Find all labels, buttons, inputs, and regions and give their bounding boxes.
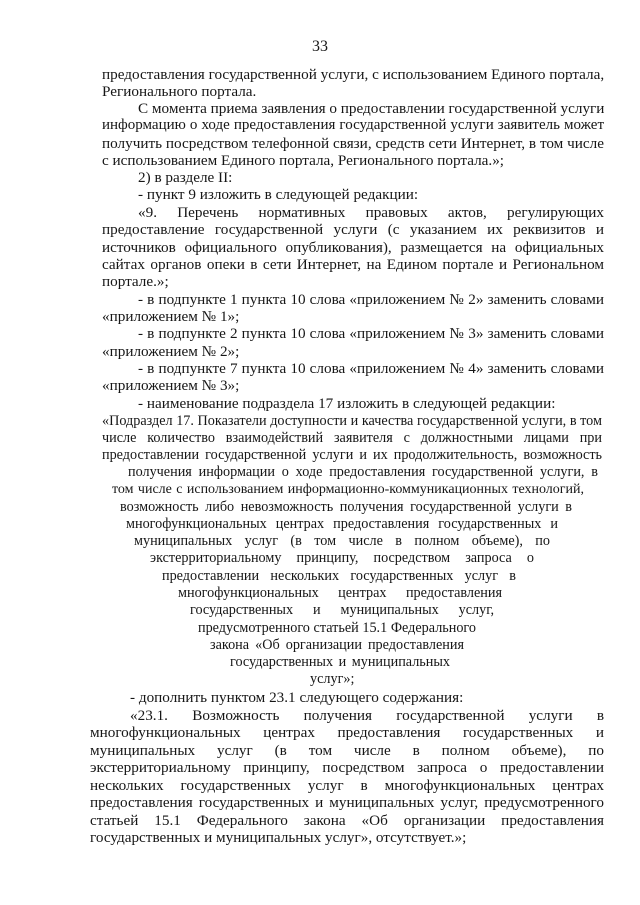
text-line: Регионального портала. [102, 83, 257, 100]
text-line: с использованием Единого портала, Регионального портала.»; [102, 152, 505, 169]
text-line: 2) в разделе II: [138, 169, 233, 186]
text-line: - дополнить пунктом 23.1 следующего содержания: [130, 689, 464, 706]
text-line: муниципальных услуг (в том числе в полном объеме), по [134, 533, 550, 549]
text-line: возможность либо невозможность получения государственной услуги в [120, 499, 572, 515]
text-line: числе количество взаимодействий заявителя с должностными лицами при [102, 430, 602, 446]
text-line: предоставления государственной услуги, с использованием Единого портала, [102, 66, 605, 83]
text-line: - наименование подраздела 17 изложить в следующей редакции: [138, 395, 556, 412]
text-line: услуг»; [310, 671, 355, 687]
text-line: многофункциональных центрах предоставления государственных и [126, 516, 558, 532]
text-line: предусмотренного статьей 15.1 Федерального [198, 620, 476, 636]
text-line: статьей 15.1 Федерального закона «Об организации предоставления [90, 812, 604, 829]
page-number: 33 [312, 38, 328, 55]
text-line: источников официального опубликования), размещается на официальных [102, 239, 604, 256]
text-line: предоставлении государственной услуги и их продолжительность, возможность [102, 447, 602, 463]
text-line: «приложением № 2»; [102, 343, 240, 360]
text-line: государственных и муниципальных услуг, [190, 602, 494, 618]
text-line: «23.1. Возможность получения государственной услуги в [130, 707, 604, 724]
text-line: - пункт 9 изложить в следующей редакции: [138, 186, 419, 203]
text-line: - в подпункте 7 пункта 10 слова «приложением № 4» заменить словами [138, 360, 604, 377]
text-line: информацию о ходе предоставления государственной услуги заявитель может [102, 117, 604, 133]
text-line: получения информации о ходе предоставления государственной услуги, в [128, 464, 598, 480]
text-line: «приложением № 3»; [102, 377, 240, 394]
text-line: «Подраздел 17. Показатели доступности и качества государственной услуги, в том [102, 413, 602, 429]
text-line: С момента приема заявления о предоставлении государственной услуги [138, 100, 605, 117]
text-line: «9. Перечень нормативных правовых актов, регулирующих [138, 204, 604, 221]
text-line: закона «Об организации предоставления [210, 637, 464, 653]
text-line: предоставления государственных и муниципальных услуг, предусмотренного [90, 794, 604, 811]
text-line: получить посредством телефонной связи, средств сети Интернет, в том числе [102, 135, 604, 152]
text-line: нескольких государственных услуг в многофункциональных центрах [90, 777, 604, 794]
text-line: предоставление государственной услуги (с указанием их реквизитов и [102, 221, 604, 238]
text-line: «приложением № 1»; [102, 308, 240, 325]
text-line: экстерриториальному принципу, посредством запроса о предоставлении [90, 759, 604, 776]
text-line: - в подпункте 2 пункта 10 слова «приложением № 3» заменить словами [138, 325, 604, 342]
text-line: многофункциональных центрах предоставления [178, 585, 502, 601]
text-line: государственных и муниципальных услуг», отсутствует.»; [90, 829, 467, 846]
text-line: предоставлении нескольких государственных услуг в [162, 568, 516, 584]
text-line: экстерриториальному принципу, посредством запроса о [150, 550, 534, 566]
text-line: том числе с использованием информационно-коммуникационных технологий, [112, 482, 584, 497]
text-line: портале.»; [102, 273, 169, 290]
text-line: многофункциональных центрах предоставления государственных и [90, 724, 604, 741]
text-line: - в подпункте 1 пункта 10 слова «приложением № 2» заменить словами [138, 291, 604, 308]
text-line: муниципальных услуг (в том числе в полном объеме), по [90, 742, 604, 759]
text-line: государственных и муниципальных [230, 654, 450, 670]
text-line: сайтах органов опеки в сети Интернет, на Едином портале и Региональном [102, 256, 604, 273]
